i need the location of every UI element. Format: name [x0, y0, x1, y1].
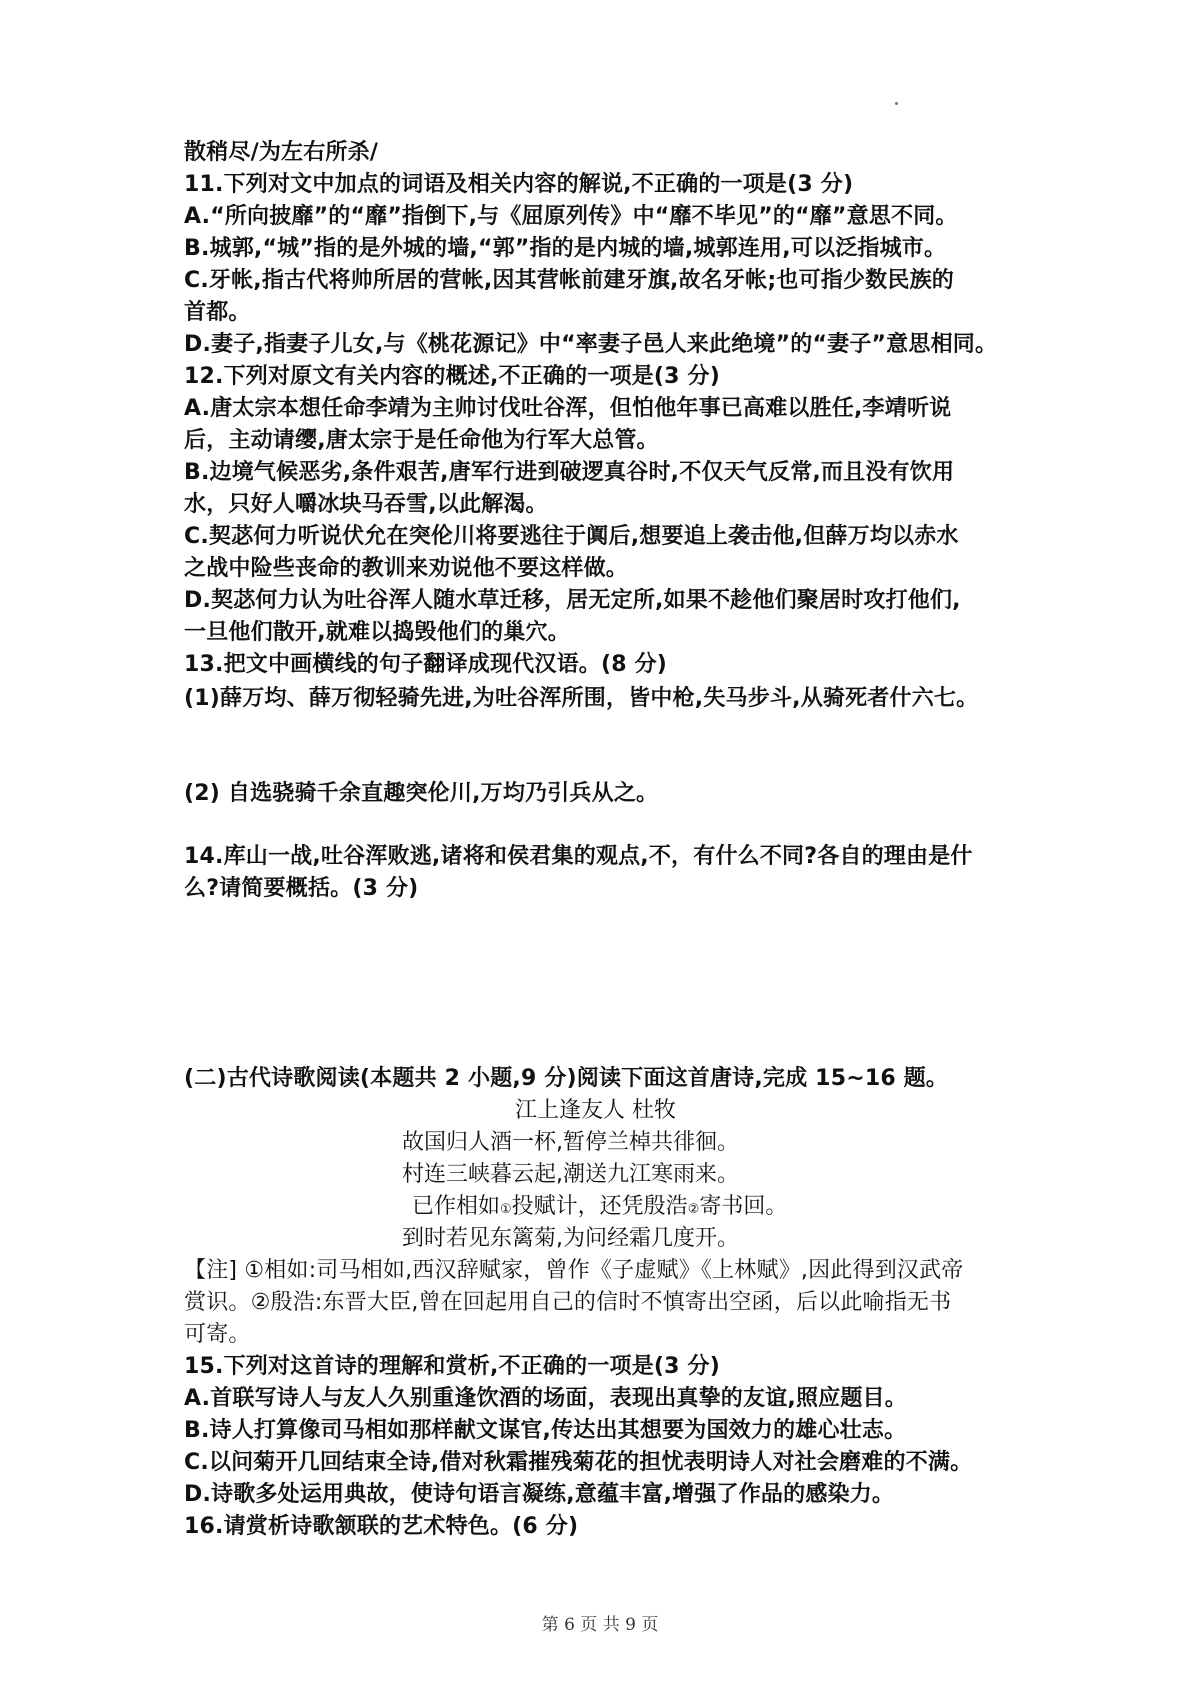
poem-line-3-part-c: 寄书回。	[699, 1194, 788, 1219]
poem-note: 【注] ①相如:司马相如,西汉辞赋家，曾作《子虚赋》《上林赋》,因此得到汉武帝	[184, 1258, 964, 1283]
question-12-option-a-cont: 后，主动请缨,唐太宗于是任命他为行军大总管。	[184, 428, 659, 453]
poem-line-4: 到时若见东篱菊,为问经霜几度开。	[402, 1226, 739, 1251]
question-12-option-a: A.唐太宗本想任命李靖为主帅讨伐吐谷浑，但怕他年事已高难以胜任,李靖听说	[184, 396, 952, 421]
note-marker-1: ①	[500, 1202, 512, 1217]
question-11-option-a: A.“所向披靡”的“靡”指倒下,与《屈原列传》中“靡不毕见”的“靡”意思不同。	[184, 204, 958, 229]
poem-note-cont-2: 可寄。	[184, 1322, 251, 1347]
question-12-option-c: C.契苾何力听说伏允在突伦川将要逃往于阗后,想要追上袭击他,但薛万均以赤水	[184, 524, 959, 549]
question-14-stem: 14.库山一战,吐谷浑败逃,诸将和侯君集的观点,不，有什么不同?各自的理由是什	[184, 844, 973, 869]
poem-line-3	[412, 1192, 787, 1225]
scan-speck	[895, 102, 898, 105]
page-number-footer: 第 6 页 共 9 页	[541, 1615, 659, 1635]
question-15-option-c: C.以问菊开几回结束全诗,借对秋霜摧残菊花的担忧表明诗人对社会磨难的不满。	[184, 1450, 973, 1475]
section-poetry-heading: (二)古代诗歌阅读(本题共 2 小题,9 分)阅读下面这首唐诗,完成 15~16 题。	[184, 1066, 949, 1091]
text-line: 散稍尽/为左右所杀/	[184, 140, 379, 165]
question-11-option-c-cont: 首都。	[184, 300, 251, 325]
note-marker-2: ②	[687, 1202, 700, 1217]
question-15-option-d: D.诗歌多处运用典故，使诗句语言凝练,意蕴丰富,增强了作品的感染力。	[184, 1482, 895, 1507]
question-11-stem: 11.下列对文中加点的词语及相关内容的解说,不正确的一项是(3 分)	[184, 172, 854, 197]
question-11-option-c: C.牙帐,指古代将帅所居的营帐,因其营帐前建牙旗,故名牙帐;也可指少数民族的	[184, 268, 954, 293]
poem-line-1: 故国归人酒一杯,暂停兰棹共徘徊。	[402, 1130, 739, 1155]
question-15-stem: 15.下列对这首诗的理解和赏析,不正确的一项是(3 分)	[184, 1354, 721, 1379]
question-12-option-b-cont: 水，只好人嚼冰块马吞雪,以此解渴。	[184, 492, 548, 517]
question-16-stem: 16.请赏析诗歌颔联的艺术特色。(6 分)	[184, 1514, 579, 1539]
poem-title: 江上逢友人 杜牧	[515, 1098, 676, 1123]
question-12-stem: 12.下列对原文有关内容的概述,不正确的一项是(3 分)	[184, 364, 721, 389]
poem-line-3-part-b: 投赋计，还凭殷浩	[511, 1194, 688, 1219]
poem-line-3-part-a: 已作相如	[412, 1194, 501, 1219]
poem-line-2: 村连三峡暮云起,潮送九江寒雨来。	[402, 1162, 739, 1187]
question-14-stem-cont: 么?请简要概括。(3 分)	[184, 876, 419, 901]
question-15-option-a: A.首联写诗人与友人久别重逢饮酒的场面，表现出真挚的友谊,照应题目。	[184, 1386, 907, 1411]
question-13-stem: 13.把文中画横线的句子翻译成现代汉语。(8 分)	[184, 652, 668, 677]
question-12-option-d: D.契苾何力认为吐谷浑人随水草迁移，居无定所,如果不趁他们聚居时攻打他们,	[184, 588, 961, 613]
question-12-option-b: B.边境气候恶劣,条件艰苦,唐军行进到破逻真谷时,不仅天气反常,而且没有饮用	[184, 460, 955, 485]
question-12-option-d-cont: 一旦他们散开,就难以捣毁他们的巢穴。	[184, 620, 570, 645]
question-11-option-b: B.城郭,“城”指的是外城的墙,“郭”指的是内城的墙,城郭连用,可以泛指城市。	[184, 236, 947, 261]
question-11-option-d: D.妻子,指妻子儿女,与《桃花源记》中“率妻子邑人来此绝境”的“妻子”意思相同。	[184, 332, 998, 357]
question-13-sentence-1: (1)薛万均、薛万彻轻骑先进,为吐谷浑所围，皆中枪,失马步斗,从骑死者什六七。	[184, 686, 979, 711]
question-15-option-b: B.诗人打算像司马相如那样献文谋官,传达出其想要为国效力的雄心壮志。	[184, 1418, 907, 1443]
poem-note-cont: 赏识。②殷浩:东晋大臣,曾在回起用自己的信时不慎寄出空函，后以此喻指无书	[184, 1290, 952, 1315]
question-13-sentence-2: (2) 自选骁骑千余直趣突伦川,万均乃引兵从之。	[184, 781, 659, 806]
question-12-option-c-cont: 之战中险些丧命的教训来劝说他不要这样做。	[184, 556, 629, 581]
